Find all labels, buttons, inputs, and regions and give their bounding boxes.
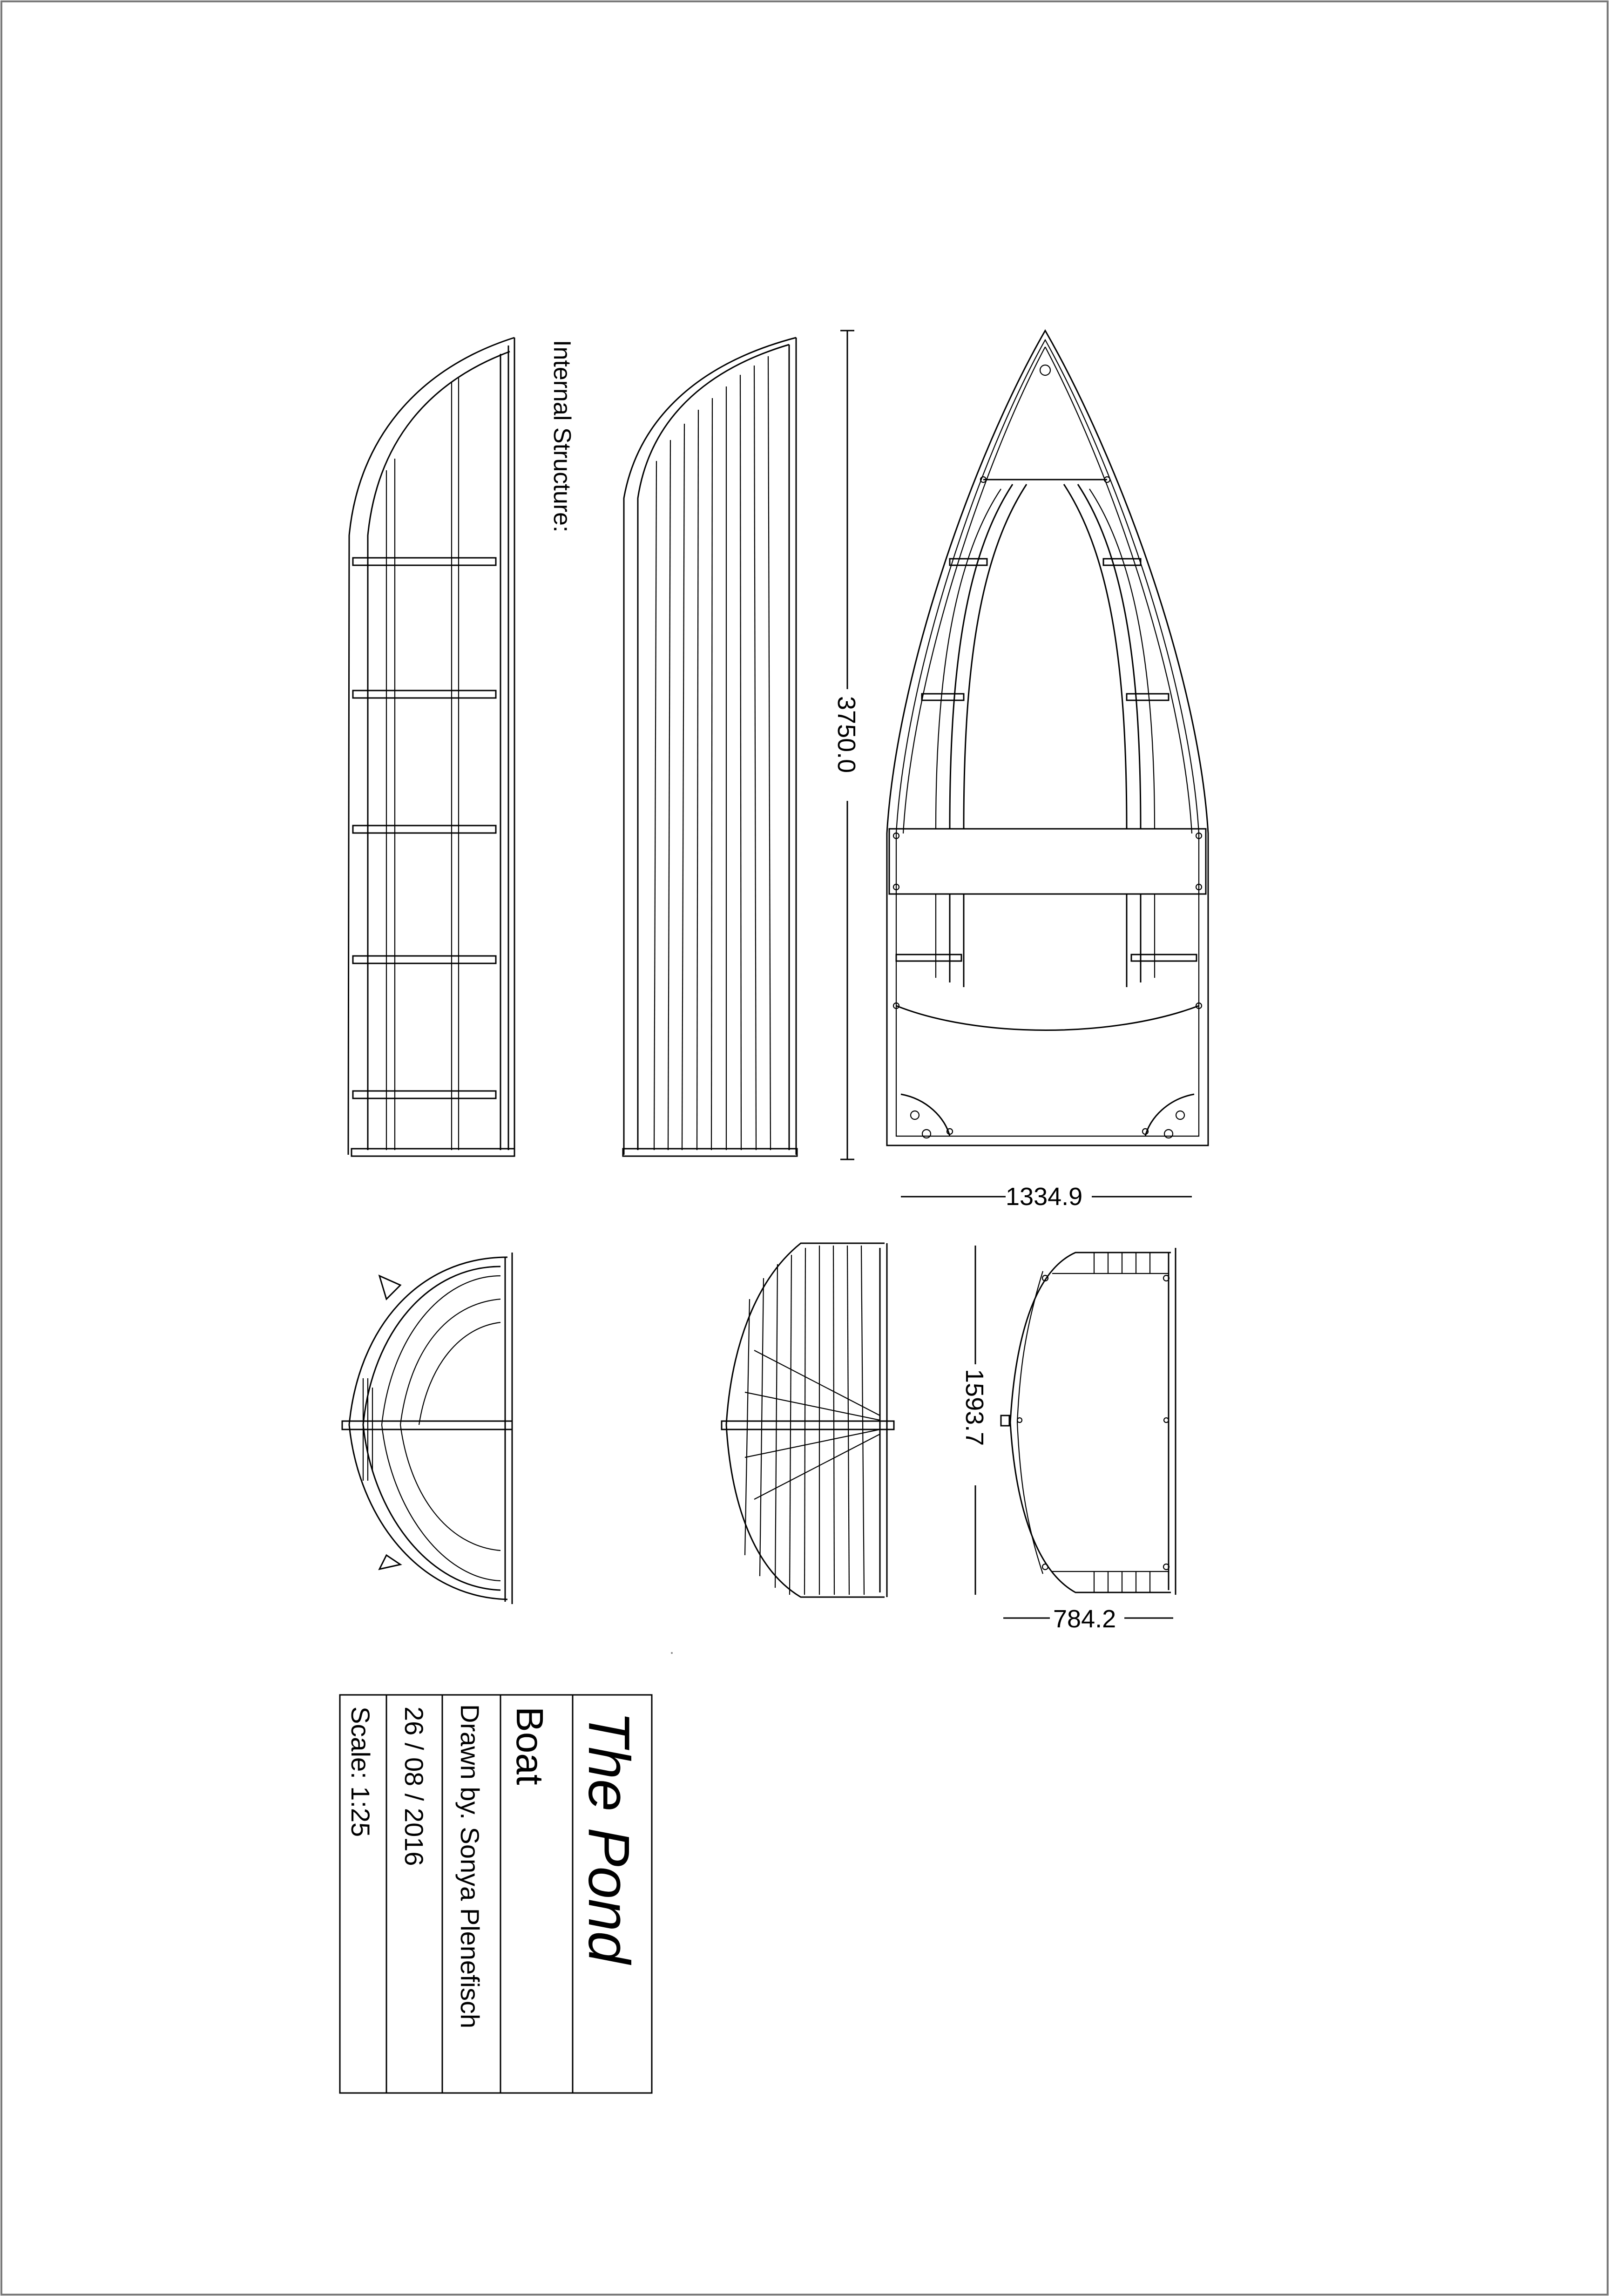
planked-side-view [623, 338, 797, 1156]
internal-structure-label: Internal Structure: [548, 340, 575, 533]
title-scale: Scale: 1:25 [346, 1707, 375, 1837]
internal-structure-side-view [348, 338, 514, 1156]
title-drawn-by: Drawn by. Sonya Plenefisch [455, 1704, 485, 2029]
title-project: The Pond [576, 1711, 641, 1964]
sheet-border [1, 1, 1608, 2295]
top-plan-view [887, 331, 1208, 1145]
title-date: 26 / 08 / 2016 [399, 1707, 429, 1866]
transom-end-view [1001, 1248, 1176, 1595]
height-dimension-label: 1593.7 [960, 1369, 988, 1446]
planked-end-view [722, 1243, 894, 1597]
width-dimension-label: 1334.9 [1006, 1183, 1083, 1211]
title-part: Boat [508, 1707, 551, 1785]
depth-dimension-label: 784.2 [1053, 1605, 1116, 1633]
stray-mark [671, 1652, 673, 1654]
length-dimension-label: 3750.0 [832, 696, 860, 773]
internal-structure-end-view [342, 1253, 512, 1604]
